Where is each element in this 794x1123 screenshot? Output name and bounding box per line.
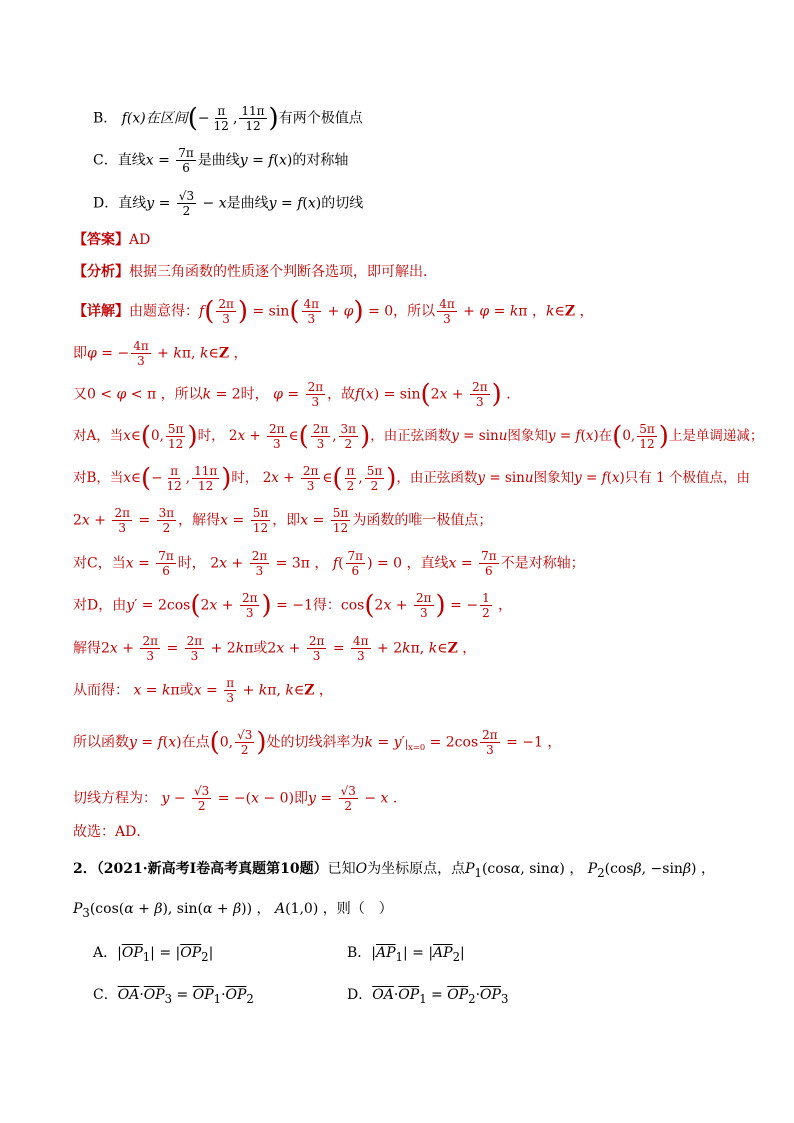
option-d-label: D． <box>93 195 119 212</box>
analysis-tag: 【分析】 <box>73 264 129 280</box>
question-2-number: 2． <box>73 861 97 877</box>
detail-line-5: 对B，当x∈(− $\frac{\pi}{12}$ , $\frac{11\pi}{12}$ )时， 2x + $\frac{2\pi}{3}$ ∈( $\frac{\pi}{2}$ , $\frac{5\pi}{2}$ )，由正弦函数y = sinu图象知y = f(x)只有 1 个极值点，由 <box>73 463 750 494</box>
q2-option-c-label: C． <box>93 987 118 1003</box>
detail-line-2: 即φ = − $\frac{4\pi}{3}$ + kπ, k∈Z ， <box>73 339 248 368</box>
detail-line-9: 解得2x + $\frac{2\pi}{3}$ = $\frac{2\pi}{3}$ + 2kπ或2x + $\frac{2\pi}{3}$ = $\frac{4\pi}{3}$ + 2kπ, k∈Z ， <box>73 634 477 663</box>
question-2-option-b: B．$|\overline{AP}_1| = |\overline{AP}_2|$ <box>347 945 465 964</box>
q2-option-b-label: B． <box>347 945 372 961</box>
detail-line-1: 【详解】由题意得：f( $\frac{2\pi}{3}$ ) = sin( $\frac{4\pi}{3}$ + φ) = 0，所以 $\frac{4\pi}{3}$ + φ = kπ ，k∈Z ， <box>73 296 594 327</box>
question-2-line-2: $P_3(\cos(\alpha + \beta)$, sin(α + β)) ， A(1,0) ，则（ ） <box>73 901 393 920</box>
option-c-label: C． <box>93 152 118 169</box>
option-c: C．直线x = $\frac{7\pi}{6}$ 是曲线y = f(x)的对称轴 <box>93 146 349 175</box>
option-b-pre: f(x)在区间 <box>121 110 188 127</box>
question-2-option-d: D．$\overline{OA}\cdot\overline{OP}_1 = \overline{OP}_2\cdot\overline{OP}_3$ <box>347 987 509 1006</box>
detail-tag: 【详解】 <box>73 303 129 320</box>
detail-line-4: 对A，当x∈(0, $\frac{5\pi}{12}$ )时， 2x + $\frac{2\pi}{3}$ ∈( $\frac{2\pi}{3}$ , $\frac{3\pi}{2}$ )，由正弦函数y = sinu图象知y = f(x)在(0, $\frac{5\pi}{12}$ )上是单调递减； <box>73 421 764 452</box>
detail-line-11: 所以函数y = f(x)在点(0, $\frac{√3}{2}$ )处的切线斜率为$k = y'|_{x=0} = 2\cos$ $\frac{2\pi}{3}$ = −1 ， <box>73 727 562 758</box>
analysis-line <box>73 261 437 283</box>
answer-line <box>73 229 150 251</box>
analysis-text: 根据三角函数的性质逐个判断各选项，即可解出． <box>129 264 437 280</box>
detail-line-13 <box>73 821 150 843</box>
detail-line-3: 又0 < φ < π ，所以k = 2时， φ = $\frac{2\pi}{3}$ ，故f(x) = sin(2x + $\frac{2\pi}{3}$ ) . <box>73 379 511 410</box>
q2-option-d-label: D． <box>347 987 373 1003</box>
answer-value: AD <box>129 232 151 248</box>
answer-tag: 【答案】 <box>73 232 129 248</box>
question-2-line-1: 2．（2021·新高考Ⅰ卷高考真题第10题）已知O为坐标原点，点$P_1(\cos\alpha$, sinα) ， $P_2(\cos\beta$, −sinβ) ， <box>73 861 715 880</box>
option-b: B． f(x)在区间(− $\frac{\pi}{12}$ , $\frac{11\pi}{12}$ )有两个极值点 <box>93 103 363 134</box>
detail-line-10: 从而得： x = kπ或x = $\frac{\pi}{3}$ + kπ, k∈Z ， <box>73 676 333 705</box>
question-2-source: （2021·新高考Ⅰ卷高考真题第10题） <box>96 861 328 877</box>
option-b-post: 有两个极值点 <box>278 110 363 127</box>
detail-line-12: 切线方程为： y − $\frac{√3}{2}$ = −(x − 0)即y = $\frac{√3}{2}$ − x . <box>73 784 398 813</box>
option-b-label: B． <box>93 110 118 127</box>
question-2-option-a: A．$|\overline{OP}_1| = |\overline{OP}_2|$ <box>93 945 214 964</box>
detail-line-7: 对C，当x = $\frac{7\pi}{6}$ 时， 2x + $\frac{2\pi}{3}$ = 3π ， f( $\frac{7\pi}{6}$ ) = 0 ，直线x = $\frac{7\pi}{6}$ 不是对称轴； <box>73 549 585 578</box>
detail-line-6: 2x + $\frac{2\pi}{3}$ = $\frac{3\pi}{2}$ ，解得x = $\frac{5\pi}{12}$ ，即x = $\frac{5\pi}{12}$ 为函数的唯一极值点； <box>73 506 493 535</box>
option-d: D．直线y = $\frac{√3}{2}$ − x是曲线y = f(x)的切线 <box>93 189 364 218</box>
detail-line-8: 对D，由y′ = 2cos(2x + $\frac{2\pi}{3}$ ) = −1得：cos(2x + $\frac{2\pi}{3}$ ) = − $\frac{1}{2}$ ， <box>73 590 513 621</box>
question-2-option-c: C．$\overline{OA}\cdot\overline{OP}_3 = \overline{OP}_1\cdot\overline{OP}_2$ <box>93 987 254 1006</box>
final-choice: 故选：AD． <box>73 824 151 840</box>
q2-option-a-label: A． <box>93 945 118 961</box>
